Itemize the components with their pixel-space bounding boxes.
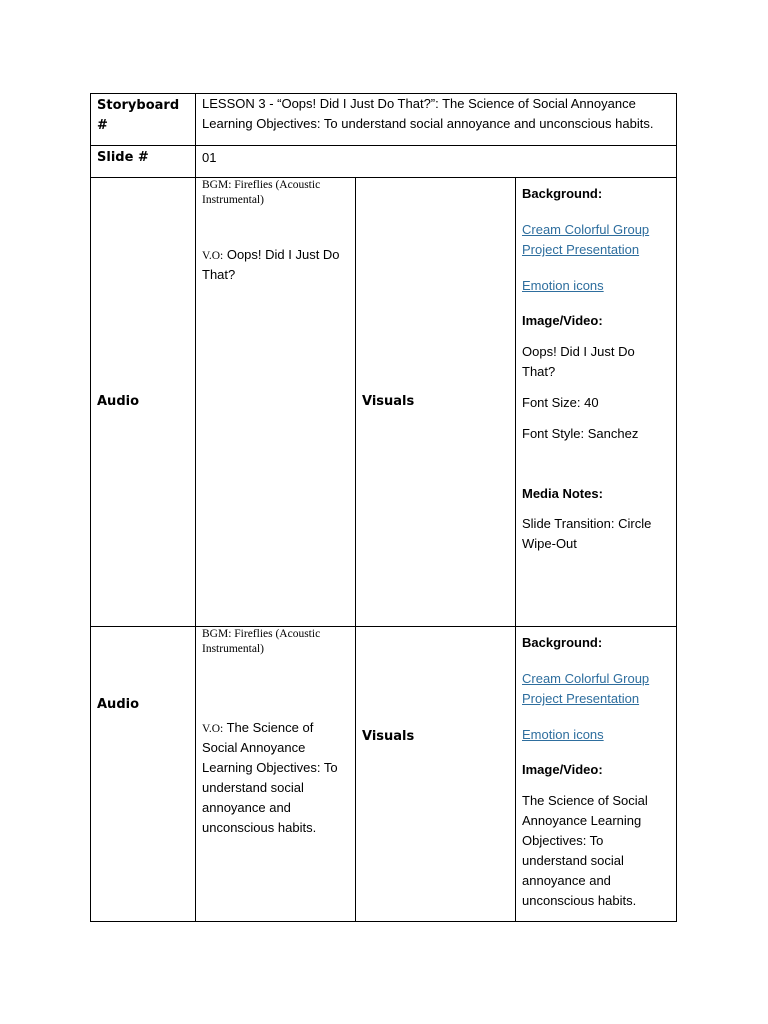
image-heading: Image/Video: [522,762,603,777]
vo-line [202,245,349,285]
audio-label: Audio [91,627,196,922]
media-notes-text: Slide Transition: Circle Wipe-Out [522,516,652,551]
storyboard-value: LESSON 3 - “Oops! Did I Just Do That?”: The Science of Social Annoyance Learning Objectives: To understand social annoyance and unconscious habits. [196,94,677,146]
audio-label: Audio [91,178,196,627]
vo-text: The Science of Social Annoyance Learning Objectives: To understand social annoyance and unconscious habits. [202,720,338,835]
slide-label: Slide # [91,146,196,178]
background-link-2[interactable]: Emotion icons [522,278,604,293]
storyboard-label: Storyboard # [91,94,196,146]
font-style-text: Font Style: Sanchez [522,426,639,441]
vo-prefix: V.O: [202,250,224,262]
vo-prefix: V.O: [202,723,224,735]
storyboard-table [90,93,677,922]
background-link-1[interactable]: Cream Colorful Group Project Presentation [522,671,650,706]
bgm-text: BGM: Fireflies (Acoustic Instrumental) [202,628,321,655]
background-link-2[interactable]: Emotion icons [522,727,604,742]
vo-line [202,718,349,838]
visuals-label: Visuals [356,627,516,922]
media-notes-heading: Media Notes: [522,486,603,501]
image-heading: Image/Video: [522,313,603,328]
vo-text: Oops! Did I Just Do That? [202,247,340,282]
background-heading: Background: [522,635,603,650]
font-size-text: Font Size: 40 [522,395,599,410]
image-text: The Science of Social Annoyance Learning Objectives: To understand social annoyance and unconscious habits. [522,793,648,908]
background-heading: Background: [522,186,603,201]
slide-value: 01 [196,146,677,178]
background-link-1[interactable]: Cream Colorful Group Project Presentation [522,222,650,257]
storyboard-row-1 [91,178,677,627]
image-text: Oops! Did I Just Do That? [522,344,635,379]
bgm-text: BGM: Fireflies (Acoustic Instrumental) [202,179,321,206]
storyboard-row-2 [91,627,677,922]
visuals-label: Visuals [356,178,516,627]
